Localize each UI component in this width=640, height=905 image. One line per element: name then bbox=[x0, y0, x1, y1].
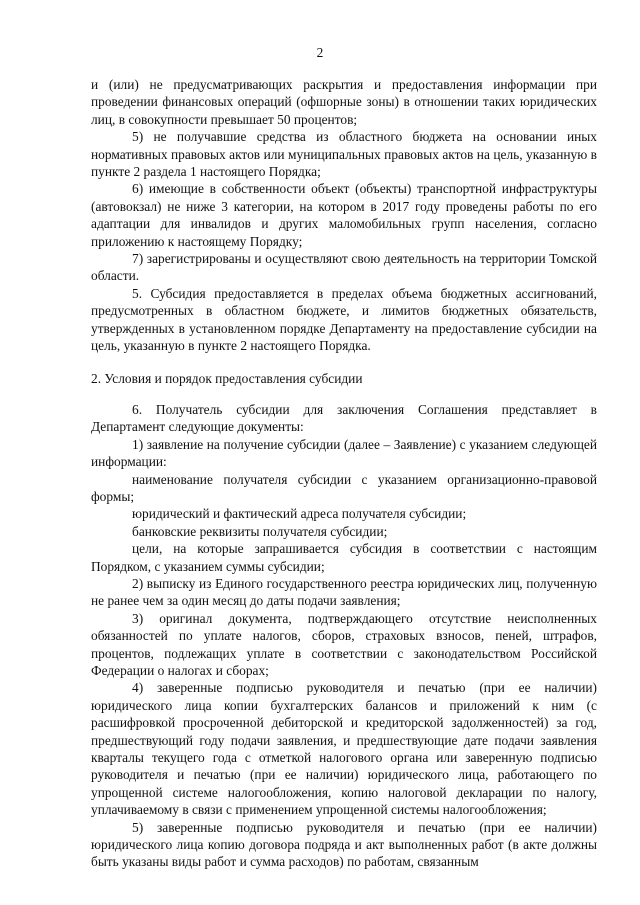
paragraph-item-5: 5) не получавшие средства из областного бюджета на основании иных нормативных правовых актов или муниципальных правовых актов на цель, указанную в пункте 2 раздела 1 настоящего Порядка; bbox=[91, 129, 597, 180]
paragraph-doc-3: 3) оригинал документа, подтверждающего отсутствие неисполненных обязанностей по уплате налогов, сборов, страховых взносов, пеней, штрафов, процентов, подлежащих уплате в соответствии с законодательством Российской Федерации о налогах и сборах; bbox=[91, 610, 597, 678]
paragraph-doc-4: 4) заверенные подписью руководителя и печатью (при ее наличии) юридического лица копии бухгалтерских балансов и приложений к ним (с расшифровкой просроченной дебиторской и кредиторской задолженностей) за год, предшествующий году подачи заявления, и предшествующие дате подачи заявления кварталы текущего года с отметкой налогового органа или заверенную подписью руководителя и печатью (при ее наличии) юридического лица, работающего по упрощенной системе налогообложения, копию налоговой декларации по налогу, уплачиваемому в связи с применением упрощенной системы налогообложения; bbox=[91, 680, 597, 818]
paragraph-doc-1-name: наименование получателя субсидии с указанием организационно-правовой формы; bbox=[91, 471, 597, 504]
paragraph-continuation: и (или) не предусматривающих раскрытия и предоставления информации при проведении финансовых операций (офшорные зоны) в отношении таких юридических лиц, в совокупности превышает 50 процентов; bbox=[91, 77, 597, 127]
paragraph-doc-1-bank: банковские реквизиты получателя субсидии; bbox=[132, 523, 388, 539]
paragraph-item-6: 6) имеющие в собственности объект (объекты) транспортной инфраструктуры (автовокзал) не ниже 3 категории, на котором в 2017 году проведены работы по его адаптации для инвалидов и других маломобильных групп населения, согласно приложению к настоящему Порядку; bbox=[91, 181, 597, 249]
page-number: 2 bbox=[316, 45, 324, 60]
paragraph-doc-2: 2) выписку из Единого государственного реестра юридических лиц, полученную не ранее чем за один месяц до даты подачи заявления; bbox=[91, 575, 597, 609]
paragraph-doc-1: 1) заявление на получение субсидии (далее – Заявление) с указанием следующей информации: bbox=[91, 436, 597, 470]
paragraph-doc-5: 5) заверенные подписью руководителя и печатью (при ее наличии) юридического лица копию договора подряда и акт выполненных работ (в акте должны быть указаны виды работ и сумма расходов) по работам, связанным bbox=[91, 819, 597, 870]
paragraph-doc-1-address: юридический и фактический адреса получателя субсидии; bbox=[132, 506, 467, 522]
paragraph-item-7: 7) зарегистрированы и осуществляют свою деятельность на территории Томской области. bbox=[91, 251, 597, 284]
paragraph-doc-1-goals: цели, на которые запрашивается субсидия в соответствии с настоящим Порядком, с указанием суммы субсидии; bbox=[91, 541, 597, 574]
paragraph-clause-5: 5. Субсидия предоставляется в пределах объема бюджетных ассигнований, предусмотренных в областном бюджете, и лимитов бюджетных обязательств, утвержденных в установленном порядке Департаменту на предоставление субсидии на цель, указанную в пункте 2 настоящего Порядка. bbox=[91, 285, 597, 354]
paragraph-clause-6: 6. Получатель субсидии для заключения Соглашения представляет в Департамент следующие документы: bbox=[91, 401, 597, 435]
document-body bbox=[91, 76, 597, 871]
section-heading: 2. Условия и порядок предоставления субсидии bbox=[91, 370, 363, 386]
